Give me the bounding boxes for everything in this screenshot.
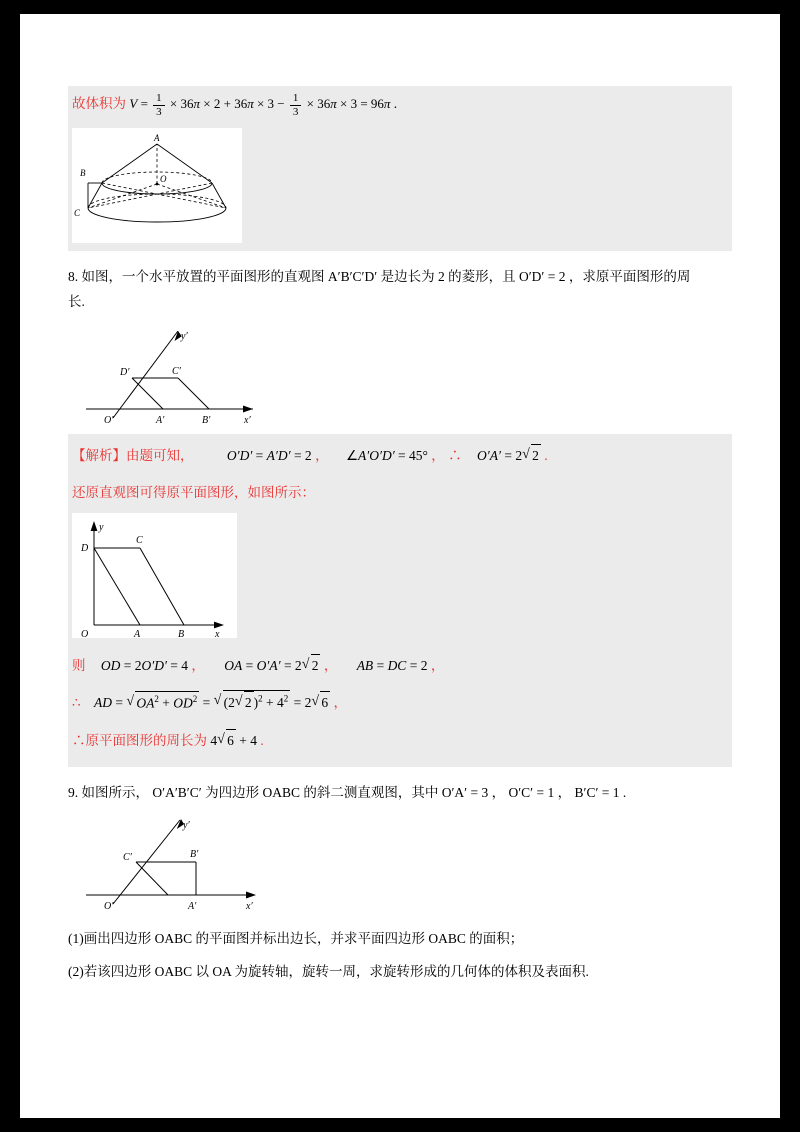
svg-text:B: B — [80, 168, 86, 179]
svg-text:D: D — [81, 543, 89, 555]
question-9-subparts — [68, 927, 732, 985]
quadrilateral-oblique-figure — [68, 812, 732, 917]
svg-text:B′: B′ — [190, 848, 199, 860]
svg-text:C: C — [136, 535, 143, 547]
solution8-therefore: ∴ — [448, 448, 462, 464]
figure1-wrap — [68, 128, 732, 251]
q8-line1 — [68, 265, 732, 290]
svg-text:O′: O′ — [104, 900, 114, 912]
svg-text:D′: D′ — [120, 367, 130, 379]
solution8b-eq1: OD = 2O′D′ = 4 — [100, 658, 189, 674]
solution8-eq3: O′A′ = 2 √ 2 — [477, 448, 541, 463]
q9-sub2: (2)若该四边形 OABC 以 OA 为旋转轴，旋转一周，求旋转形成的几何体的体积及表面积. — [68, 963, 589, 979]
svg-text:O: O — [160, 174, 167, 185]
solution8b-comma3: ， — [430, 658, 445, 674]
svg-text:A: A — [154, 133, 160, 144]
q8-line2: 长. — [68, 294, 85, 310]
top-solution-label: 故体积为 — [72, 96, 126, 112]
solution8-period: . — [544, 448, 548, 464]
q8-text1: 如图，一个水平放置的平面图形的直观图 A′B′C′D′ 是边长为 2 的菱形，且 O′D′ = 2 ，求原平面图形的周 — [81, 269, 691, 285]
page-content — [68, 86, 732, 985]
solution8b-eq3: AB = DC = 2 — [356, 658, 428, 674]
top-solution-period: . — [393, 96, 398, 112]
svg-text:O′: O′ — [104, 415, 114, 427]
q8-number: 8. — [68, 269, 79, 285]
solution8-eq2: ∠A′O′D′ = 45° — [345, 448, 428, 464]
solution8b-eq2: OA = O′A′ = 2 √ 2 — [224, 658, 320, 673]
svg-text:A′: A′ — [188, 900, 197, 912]
solution8b-line3 — [72, 729, 728, 753]
question-8 — [68, 265, 732, 315]
svg-text:B′: B′ — [202, 415, 211, 427]
svg-text:A: A — [134, 629, 141, 639]
solution8b-therefore2: ∴ — [72, 732, 86, 748]
solution8-eq1: O′D′ = A′D′ = 2 — [226, 448, 312, 464]
figure4-wrap — [68, 812, 732, 917]
svg-text:C′: C′ — [172, 366, 181, 378]
solution8-line1 — [72, 444, 728, 468]
solution8b-final-period: . — [260, 732, 264, 748]
svg-text:y′: y′ — [181, 331, 188, 343]
solution8b-comma4: ， — [333, 695, 347, 711]
cone-cylinder-figure — [72, 128, 242, 243]
top-solution-block — [68, 86, 732, 128]
svg-text:x′: x′ — [244, 415, 251, 427]
svg-text:x′: x′ — [246, 900, 253, 912]
svg-text:y: y — [99, 522, 104, 534]
q9-text: 如图所示， O′A′B′C′ 为四边形 OABC 的斜二测直观图，其中 O′A′ = 3 ， O′C′ = 1 ， B′C′ = 1 . — [81, 784, 627, 800]
svg-text:C′: C′ — [123, 851, 132, 863]
solution8-tag: 【解析】 — [72, 448, 126, 464]
solution8b-eq4: AD = √ $OA^2 + OD^2$ = √ (2 √ 2 )$^2 + 4^2 = 2$ √ 6 — [94, 695, 334, 710]
q9-number: 9. — [68, 784, 79, 800]
solution8b-line1 — [72, 654, 728, 678]
solution8b-comma2: ， — [323, 658, 338, 674]
document-page — [20, 14, 780, 1118]
solution8b-final-label: 原平面图形的周长为 — [85, 732, 207, 748]
solution8-line2: 还原直观图可得原平面图形，如图所示： — [72, 485, 315, 501]
solution-8-block — [68, 434, 732, 767]
solution8b-comma1: ， — [191, 658, 205, 674]
solution8b-therefore1: ∴ — [72, 695, 81, 711]
top-solution-formula: V = $\frac{1}{3}$ × 36π × 2 + 36π × 3 − $\frac{1}{3}$ × 36π × 3 = 96π — [129, 92, 391, 118]
figure2-wrap — [68, 323, 732, 428]
solution8b-final-value: 4 √ 6 + 4 — [210, 733, 257, 748]
svg-text:O: O — [81, 629, 89, 639]
solution8b-then: 则 — [72, 658, 86, 674]
oblique-drawing-rhombus — [68, 323, 732, 428]
q9-line — [68, 781, 732, 806]
solution8b-line2 — [72, 690, 728, 715]
svg-text:y′: y′ — [183, 819, 190, 831]
q9-sub1: (1)画出四边形 OABC 的平面图并标出边长，并求平面四边形 OABC 的面积； — [68, 930, 524, 946]
svg-text:C: C — [74, 208, 81, 219]
svg-text:x: x — [215, 629, 220, 639]
svg-text:B: B — [178, 629, 185, 639]
restored-plane-figure — [72, 513, 237, 638]
solution8-comma1: ， — [315, 448, 329, 464]
solution8-lead: 由题可知， — [126, 448, 194, 464]
svg-text:A′: A′ — [156, 415, 165, 427]
solution8-comma2: ， — [431, 448, 445, 464]
question-9 — [68, 781, 732, 806]
